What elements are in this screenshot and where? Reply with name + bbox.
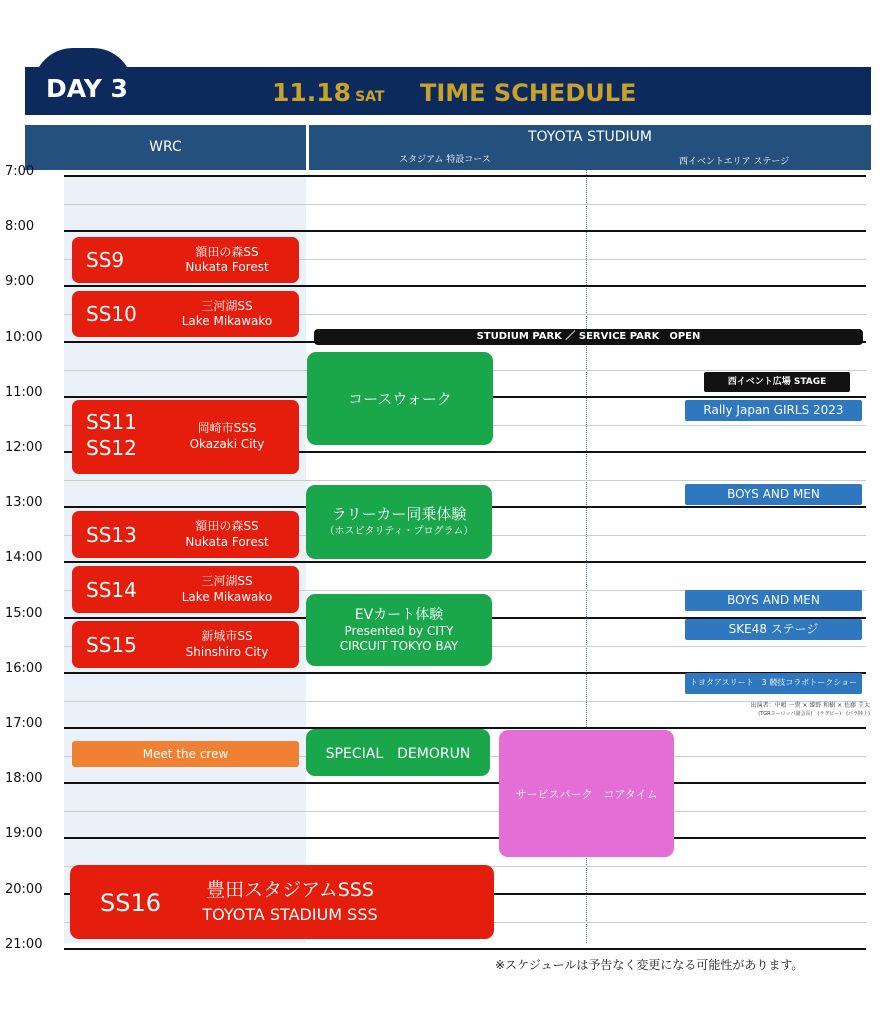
event-service-park [499,730,674,857]
hour-gridline [64,230,866,232]
stage-label: 西イベント広場 STAGE [704,372,850,392]
stage-code-2: SS12 [86,436,137,460]
time-label: 11:00 [5,385,43,400]
time-label: 8:00 [5,219,35,234]
performers-names: 出演者：中嶋 一貴 × 姫野 和樹 × 佐藤 圭太 [750,702,870,709]
event-ev-kart [306,594,492,666]
time-label: 16:00 [5,661,43,676]
stage-location-en: Lake Mikawako [181,314,273,328]
hour-gridline [64,837,866,839]
meet-the-crew: Meet the crew [72,741,299,767]
page-title: TIME SCHEDULE [420,79,637,107]
column-header-wrc-label: WRC [149,139,182,155]
stadium-stage-subheader: 西イベントエリア ステージ [679,157,790,167]
time-label: 9:00 [5,274,35,289]
stage-event-girls: Rally Japan GIRLS 2023 [685,400,862,421]
park-open-bar: STUDIUM PARK ／ SERVICE PARK OPEN [314,329,863,345]
time-label: 21:00 [5,937,43,952]
half-hour-gridline [64,480,866,481]
stage-ss13 [72,511,299,558]
hour-gridline [64,782,866,784]
time-label: 18:00 [5,771,43,786]
time-label: 17:00 [5,716,43,731]
event-rally-ride [306,485,492,559]
time-label: 14:00 [5,550,43,565]
column-header-stadium [309,125,871,170]
event-title: EVカート体験 [354,607,444,623]
hour-gridline [64,175,866,177]
half-hour-gridline [64,811,866,812]
time-label: 20:00 [5,882,43,897]
date-label [272,78,384,112]
stage-ss9 [72,237,299,283]
event-special-demorun [306,729,490,776]
stadium-title: TOYOTA STUDIUM [527,129,653,145]
event-title: サービスパーク コアタイム [515,787,658,801]
stage-ss11-ss12 [72,400,299,474]
stage-location-en: Shinshiro City [185,645,269,659]
event-sponsor-line2: CIRCUIT TOKYO BAY [339,639,459,653]
stage-location-jp: 三河湖SS [201,299,253,313]
stage-location-jp: 額田の森SS [195,245,259,259]
stage-code: SS16 [100,889,162,917]
event-sponsor-line1: Presented by CITY [344,624,454,638]
footnote: ※スケジュールは予告なく変更になる可能性があります。 [495,958,804,972]
time-label: 12:00 [5,440,43,455]
stage-event-ske48: SKE48 ステージ [685,619,862,640]
stage-location-en: Nukata Forest [185,535,269,549]
stage-location-en: Lake Mikawako [181,590,273,604]
time-label: 15:00 [5,606,43,621]
stage-location-en: Okazaki City [189,437,265,451]
stadium-course-subheader: スタジアム 特設コース [399,155,491,165]
event-title: ラリーカー同乗体験 [331,505,467,523]
date-value: 11.18 [272,78,352,107]
stage-ss16 [70,865,494,939]
weekday-label: SAT [355,89,385,105]
stage-ss15 [72,621,299,668]
stage-location-jp: 岡崎市SSS [197,421,257,435]
half-hour-gridline [64,204,866,205]
stage-code: SS13 [86,523,137,547]
stage-location-en: TOYOTA STADIUM SSS [202,905,378,924]
stage-location-en: Nukata Forest [185,260,269,274]
day-label: DAY 3 [46,74,128,103]
hour-gridline [64,561,866,563]
time-label: 19:00 [5,826,43,841]
stage-location-jp: 豊田スタジアムSSS [206,879,374,901]
event-title: SPECIAL DEMORUN [325,745,471,762]
stage-event-talk-show: トヨタアスリート 3 競技コラボトークショー [685,673,862,694]
stage-location-jp: 額田の森SS [195,519,259,533]
stage-code: SS15 [86,633,137,657]
column-header-wrc [25,125,306,170]
event-subtitle: （ホスピタリティ・プログラム） [324,526,474,537]
time-label: 7:00 [5,164,35,179]
stage-code: SS11 [86,410,137,434]
stage-code: SS9 [86,248,125,272]
time-label: 13:00 [5,495,43,510]
stage-ss14 [72,566,299,613]
stage-event-boys-and-men-2: BOYS AND MEN [685,590,862,611]
stage-ss10 [72,291,299,337]
stage-location-jp: 三河湖SS [201,574,253,588]
stage-code: SS10 [86,302,137,326]
event-course-walk [307,352,493,445]
stage-location-jp: 新城市SS [201,629,253,643]
event-title: コースウォーク [348,390,452,408]
hour-gridline [64,948,866,950]
performers-orgs: (TGRヨーロッパ副会長) (ラグビー) (パラ陸上) [758,711,870,717]
stage-code: SS14 [86,578,137,602]
talk-show-performers [690,701,870,719]
time-label: 10:00 [5,330,43,345]
hour-gridline [64,285,866,287]
stage-event-boys-and-men-1: BOYS AND MEN [685,484,862,505]
